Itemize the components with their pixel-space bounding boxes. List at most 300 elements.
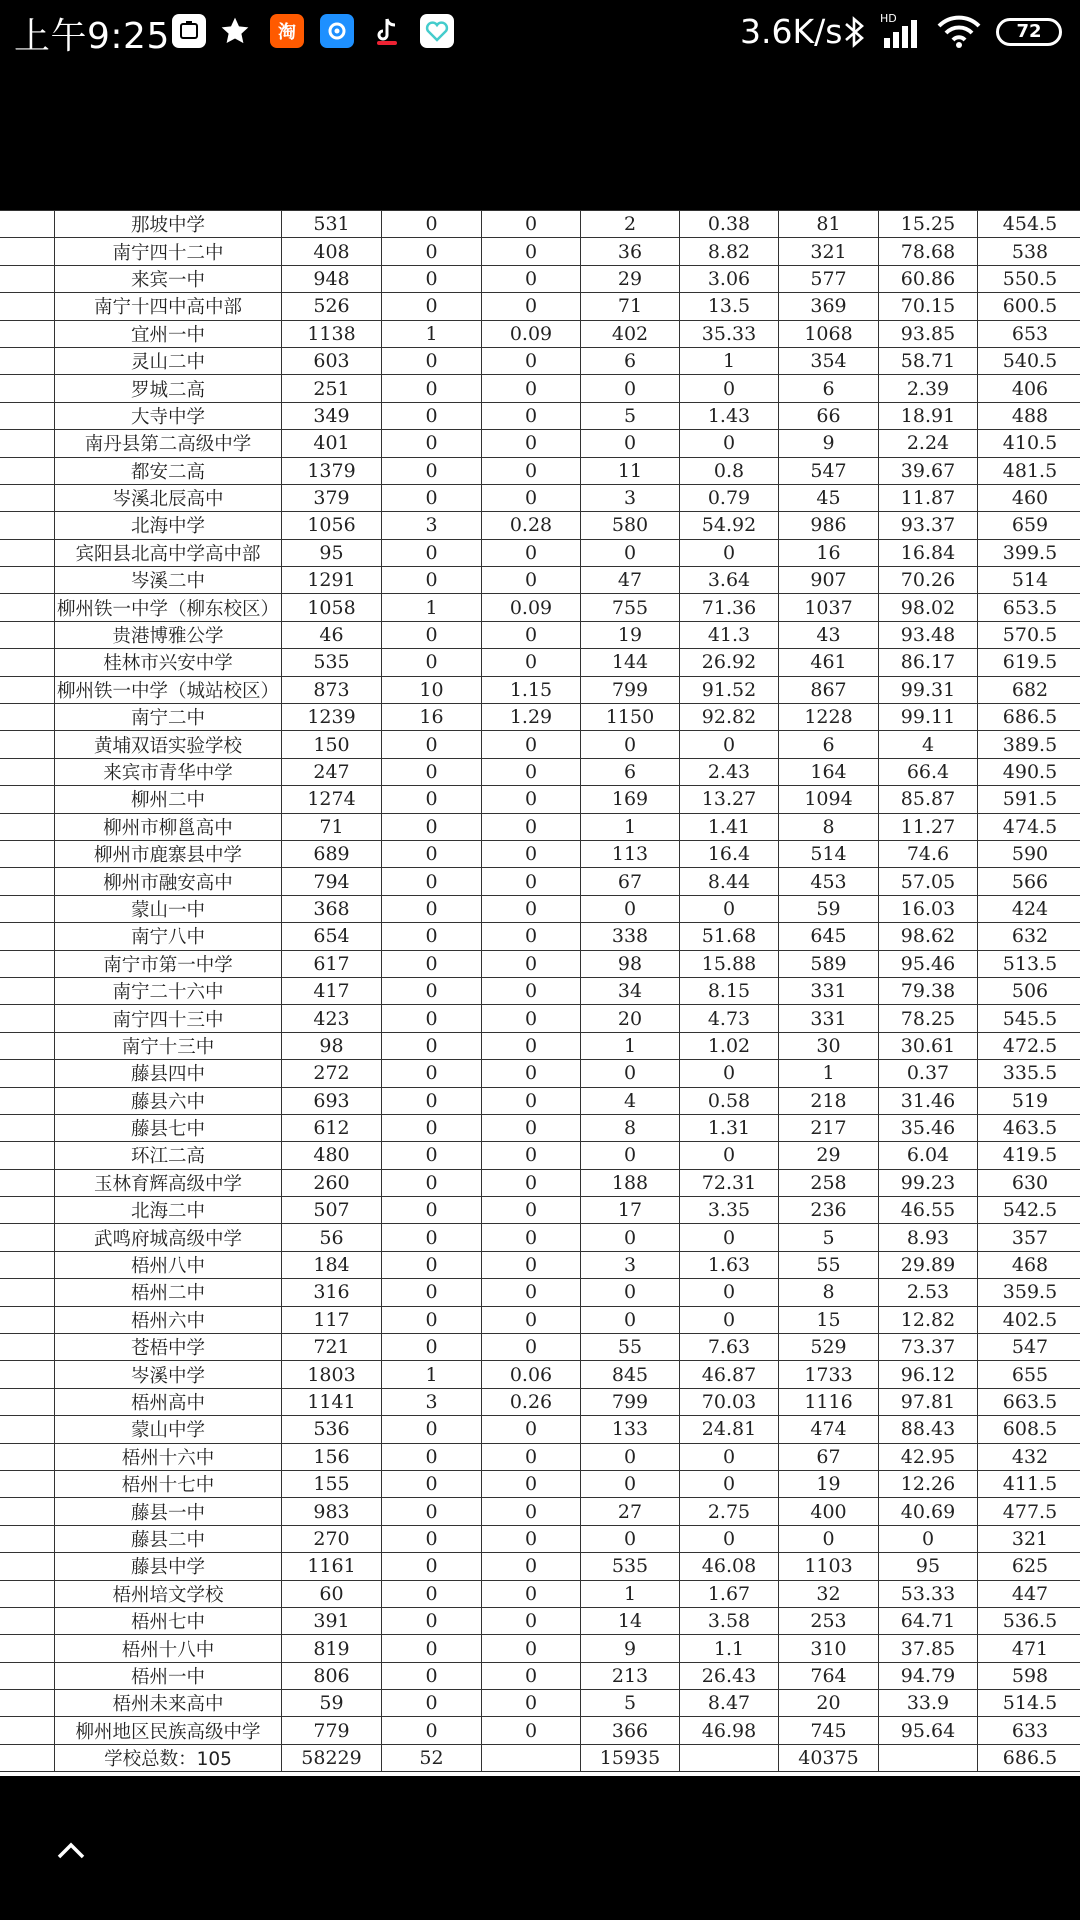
value-cell: 514 <box>779 840 879 867</box>
school-name-cell: 北海中学 <box>55 512 282 539</box>
value-cell: 0 <box>482 977 581 1004</box>
value-cell: 10 <box>382 676 482 703</box>
value-cell: 468 <box>978 1251 1080 1278</box>
value-cell: 54.92 <box>680 512 779 539</box>
value-cell: 0 <box>382 1717 482 1744</box>
school-score-table <box>0 210 1080 1772</box>
value-cell: 0 <box>382 1690 482 1717</box>
value-cell: 2.53 <box>879 1279 978 1306</box>
value-cell: 0 <box>482 238 581 265</box>
value-cell: 359.5 <box>978 1279 1080 1306</box>
value-cell: 0 <box>482 567 581 594</box>
value-cell: 755 <box>581 594 680 621</box>
value-cell: 310 <box>779 1635 879 1662</box>
value-cell: 663.5 <box>978 1388 1080 1415</box>
school-name-cell: 南宁四十二中 <box>55 238 282 265</box>
value-cell: 0 <box>382 402 482 429</box>
value-cell: 12.26 <box>879 1470 978 1497</box>
value-cell: 424 <box>978 895 1080 922</box>
value-cell: 36 <box>581 238 680 265</box>
value-cell: 745 <box>779 1717 879 1744</box>
value-cell: 3.58 <box>680 1607 779 1634</box>
value-cell: 58.71 <box>879 347 978 374</box>
value-cell: 411.5 <box>978 1470 1080 1497</box>
value-cell: 630 <box>978 1169 1080 1196</box>
table-row <box>0 430 1080 457</box>
value-cell: 272 <box>282 1060 382 1087</box>
value-cell: 779 <box>282 1717 382 1744</box>
value-cell: 474 <box>779 1416 879 1443</box>
bluetooth-icon <box>842 14 866 54</box>
row-index-cell <box>0 539 55 566</box>
value-cell: 0 <box>382 1142 482 1169</box>
table-row <box>0 895 1080 922</box>
value-cell: 51.68 <box>680 923 779 950</box>
value-cell: 0 <box>382 1279 482 1306</box>
row-index-cell <box>0 1525 55 1552</box>
table-total-row <box>0 1744 1080 1771</box>
value-cell: 188 <box>581 1169 680 1196</box>
value-cell: 402.5 <box>978 1306 1080 1333</box>
value-cell: 0 <box>482 1087 581 1114</box>
value-cell: 0 <box>482 265 581 292</box>
school-name-cell: 梧州十八中 <box>55 1635 282 1662</box>
school-name-cell: 来宾市青华中学 <box>55 758 282 785</box>
value-cell: 8 <box>779 813 879 840</box>
value-cell: 39.67 <box>879 457 978 484</box>
value-cell: 3 <box>382 512 482 539</box>
table-row <box>0 238 1080 265</box>
value-cell: 0 <box>382 1224 482 1251</box>
row-index-cell <box>0 1717 55 1744</box>
value-cell: 79.38 <box>879 977 978 1004</box>
row-index-cell <box>0 594 55 621</box>
value-cell: 6 <box>779 731 879 758</box>
school-name-cell: 梧州八中 <box>55 1251 282 1278</box>
value-cell: 632 <box>978 923 1080 950</box>
value-cell: 1 <box>581 1580 680 1607</box>
table-row <box>0 1525 1080 1552</box>
value-cell: 1138 <box>282 320 382 347</box>
value-cell: 0.26 <box>482 1388 581 1415</box>
value-cell: 46.55 <box>879 1197 978 1224</box>
value-cell: 5 <box>581 402 680 429</box>
value-cell: 0 <box>382 265 482 292</box>
row-index-cell <box>0 1470 55 1497</box>
value-cell: 33.9 <box>879 1690 978 1717</box>
value-cell: 0.58 <box>680 1087 779 1114</box>
value-cell: 7.63 <box>680 1334 779 1361</box>
row-index-cell <box>0 950 55 977</box>
value-cell: 379 <box>282 484 382 511</box>
value-cell: 98 <box>581 950 680 977</box>
value-cell: 113 <box>581 840 680 867</box>
value-cell: 653.5 <box>978 594 1080 621</box>
value-cell: 0 <box>581 895 680 922</box>
star-app-icon <box>218 14 252 48</box>
value-cell: 60.86 <box>879 265 978 292</box>
signal-icon <box>878 12 924 56</box>
school-name-cell: 蒙山中学 <box>55 1416 282 1443</box>
table-row <box>0 1470 1080 1497</box>
value-cell: 0 <box>482 1334 581 1361</box>
chevron-up-icon[interactable] <box>46 1830 96 1870</box>
row-index-cell <box>0 704 55 731</box>
table-row <box>0 567 1080 594</box>
table-row <box>0 1114 1080 1141</box>
table-row <box>0 813 1080 840</box>
value-cell: 0 <box>482 1553 581 1580</box>
school-name-cell: 桂林市兴安中学 <box>55 649 282 676</box>
value-cell: 1 <box>382 1361 482 1388</box>
value-cell: 20 <box>581 1005 680 1032</box>
value-cell: 0 <box>581 539 680 566</box>
school-name-cell: 梧州二中 <box>55 1279 282 1306</box>
value-cell: 16.03 <box>879 895 978 922</box>
value-cell: 95.64 <box>879 1717 978 1744</box>
value-cell: 0 <box>581 375 680 402</box>
value-cell: 454.5 <box>978 211 1080 238</box>
value-cell: 0 <box>482 1197 581 1224</box>
value-cell: 78.25 <box>879 1005 978 1032</box>
value-cell: 99.11 <box>879 704 978 731</box>
value-cell: 169 <box>581 786 680 813</box>
value-cell: 0 <box>382 1662 482 1689</box>
value-cell: 0 <box>482 1607 581 1634</box>
value-cell: 0 <box>482 1114 581 1141</box>
value-cell: 0 <box>382 1087 482 1114</box>
value-cell: 1239 <box>282 704 382 731</box>
value-cell: 0.09 <box>482 320 581 347</box>
value-cell: 453 <box>779 868 879 895</box>
value-cell: 88.43 <box>879 1416 978 1443</box>
row-index-cell <box>0 649 55 676</box>
mi-app-icon <box>172 14 206 48</box>
value-cell: 8.15 <box>680 977 779 1004</box>
value-cell: 66.4 <box>879 758 978 785</box>
value-cell: 488 <box>978 402 1080 429</box>
value-cell: 0 <box>680 1306 779 1333</box>
value-cell: 30 <box>779 1032 879 1059</box>
value-cell: 526 <box>282 293 382 320</box>
value-cell: 156 <box>282 1443 382 1470</box>
value-cell: 0 <box>382 1635 482 1662</box>
value-cell: 3.64 <box>680 567 779 594</box>
value-cell: 43 <box>779 621 879 648</box>
value-cell: 368 <box>282 895 382 922</box>
value-cell: 9 <box>581 1635 680 1662</box>
value-cell: 85.87 <box>879 786 978 813</box>
row-index-cell <box>0 1334 55 1361</box>
value-cell: 31.46 <box>879 1087 978 1114</box>
school-name-cell: 梧州六中 <box>55 1306 282 1333</box>
value-cell: 535 <box>581 1553 680 1580</box>
value-cell: 40375 <box>779 1744 879 1771</box>
table-row <box>0 676 1080 703</box>
table-row <box>0 1498 1080 1525</box>
row-index-cell <box>0 1361 55 1388</box>
value-cell: 1 <box>382 594 482 621</box>
value-cell: 3 <box>581 1251 680 1278</box>
table-row <box>0 1334 1080 1361</box>
school-name-cell: 贵港博雅公学 <box>55 621 282 648</box>
value-cell: 580 <box>581 512 680 539</box>
value-cell: 460 <box>978 484 1080 511</box>
value-cell: 2.24 <box>879 430 978 457</box>
table-row <box>0 923 1080 950</box>
value-cell: 66 <box>779 402 879 429</box>
value-cell: 0 <box>482 1005 581 1032</box>
school-name-cell: 梧州一中 <box>55 1662 282 1689</box>
value-cell: 59 <box>779 895 879 922</box>
table-row <box>0 977 1080 1004</box>
value-cell: 461 <box>779 649 879 676</box>
row-index-cell <box>0 1251 55 1278</box>
value-cell: 540.5 <box>978 347 1080 374</box>
value-cell: 0 <box>382 895 482 922</box>
value-cell: 37.85 <box>879 1635 978 1662</box>
value-cell: 60 <box>282 1580 382 1607</box>
value-cell: 1.02 <box>680 1032 779 1059</box>
table-row <box>0 1553 1080 1580</box>
health-app-icon <box>420 14 454 48</box>
value-cell: 0 <box>382 1443 482 1470</box>
value-cell: 164 <box>779 758 879 785</box>
value-cell <box>482 1744 581 1771</box>
value-cell: 236 <box>779 1197 879 1224</box>
value-cell: 270 <box>282 1525 382 1552</box>
value-cell: 1379 <box>282 457 382 484</box>
value-cell: 8.44 <box>680 868 779 895</box>
school-name-cell: 柳州市融安高中 <box>55 868 282 895</box>
value-cell: 97.81 <box>879 1388 978 1415</box>
table-row <box>0 1142 1080 1169</box>
row-index-cell <box>0 238 55 265</box>
value-cell: 0 <box>680 539 779 566</box>
row-index-cell <box>0 347 55 374</box>
value-cell: 73.37 <box>879 1334 978 1361</box>
value-cell: 56 <box>282 1224 382 1251</box>
value-cell: 0 <box>382 1306 482 1333</box>
row-index-cell <box>0 1580 55 1607</box>
school-name-cell: 南宁四十三中 <box>55 1005 282 1032</box>
row-index-cell <box>0 265 55 292</box>
value-cell: 0 <box>482 840 581 867</box>
value-cell: 686.5 <box>978 704 1080 731</box>
wifi-icon <box>936 14 982 54</box>
value-cell: 0 <box>482 293 581 320</box>
value-cell: 1094 <box>779 786 879 813</box>
value-cell: 11.87 <box>879 484 978 511</box>
school-name-cell: 梧州培文学校 <box>55 1580 282 1607</box>
value-cell: 0.09 <box>482 594 581 621</box>
table-row <box>0 1416 1080 1443</box>
value-cell: 20 <box>779 1690 879 1717</box>
value-cell: 8 <box>581 1114 680 1141</box>
status-time: 上午9:25 <box>14 16 170 57</box>
table-row <box>0 293 1080 320</box>
value-cell: 0 <box>382 649 482 676</box>
row-index-cell <box>0 731 55 758</box>
value-cell: 0 <box>382 1114 482 1141</box>
table-row <box>0 512 1080 539</box>
value-cell: 591.5 <box>978 786 1080 813</box>
school-name-cell: 柳州铁一中学（城站校区） <box>55 676 282 703</box>
value-cell: 547 <box>978 1334 1080 1361</box>
table-row <box>0 1251 1080 1278</box>
value-cell: 545.5 <box>978 1005 1080 1032</box>
value-cell: 59 <box>282 1690 382 1717</box>
value-cell: 64.71 <box>879 1607 978 1634</box>
value-cell: 0 <box>482 649 581 676</box>
taobao-icon: 淘 <box>270 14 304 48</box>
value-cell: 402 <box>581 320 680 347</box>
value-cell: 331 <box>779 1005 879 1032</box>
value-cell: 873 <box>282 676 382 703</box>
value-cell: 11.27 <box>879 813 978 840</box>
value-cell: 0 <box>382 567 482 594</box>
value-cell: 0 <box>382 758 482 785</box>
value-cell: 0 <box>680 1142 779 1169</box>
value-cell: 58229 <box>282 1744 382 1771</box>
school-name-cell: 学校总数：105 <box>55 1744 282 1771</box>
value-cell: 653 <box>978 320 1080 347</box>
school-name-cell: 南宁二十六中 <box>55 977 282 1004</box>
value-cell: 331 <box>779 977 879 1004</box>
value-cell: 71 <box>581 293 680 320</box>
value-cell: 794 <box>282 868 382 895</box>
table-row <box>0 731 1080 758</box>
value-cell: 2.75 <box>680 1498 779 1525</box>
value-cell: 0 <box>382 1169 482 1196</box>
value-cell: 0 <box>382 293 482 320</box>
table-row <box>0 594 1080 621</box>
value-cell: 986 <box>779 512 879 539</box>
value-cell: 0 <box>581 731 680 758</box>
value-cell: 26.92 <box>680 649 779 676</box>
table-row <box>0 1662 1080 1689</box>
value-cell: 625 <box>978 1553 1080 1580</box>
value-cell: 0 <box>482 868 581 895</box>
value-cell: 0 <box>581 1443 680 1470</box>
row-index-cell <box>0 402 55 429</box>
value-cell: 6 <box>581 347 680 374</box>
value-cell: 30.61 <box>879 1032 978 1059</box>
value-cell: 321 <box>779 238 879 265</box>
value-cell: 47 <box>581 567 680 594</box>
value-cell: 471 <box>978 1635 1080 1662</box>
value-cell: 72.31 <box>680 1169 779 1196</box>
table-row <box>0 484 1080 511</box>
value-cell: 547 <box>779 457 879 484</box>
value-cell: 0 <box>680 1443 779 1470</box>
value-cell: 410.5 <box>978 430 1080 457</box>
value-cell: 867 <box>779 676 879 703</box>
value-cell: 1 <box>680 347 779 374</box>
value-cell: 8.47 <box>680 1690 779 1717</box>
table-row <box>0 265 1080 292</box>
table-row <box>0 402 1080 429</box>
value-cell: 213 <box>581 1662 680 1689</box>
school-name-cell: 南丹县第二高级中学 <box>55 430 282 457</box>
value-cell: 401 <box>282 430 382 457</box>
value-cell: 78.68 <box>879 238 978 265</box>
table-row <box>0 320 1080 347</box>
value-cell: 13.27 <box>680 786 779 813</box>
table-row <box>0 621 1080 648</box>
value-cell: 0 <box>482 950 581 977</box>
value-cell: 0 <box>581 1224 680 1251</box>
table-row <box>0 1361 1080 1388</box>
school-name-cell: 苍梧中学 <box>55 1334 282 1361</box>
value-cell: 0 <box>382 430 482 457</box>
value-cell: 357 <box>978 1224 1080 1251</box>
value-cell: 0 <box>779 1525 879 1552</box>
document-view[interactable] <box>0 210 1080 1776</box>
value-cell: 0 <box>482 1525 581 1552</box>
school-name-cell: 藤县一中 <box>55 1498 282 1525</box>
school-name-cell: 岑溪二中 <box>55 567 282 594</box>
value-cell: 0 <box>581 1142 680 1169</box>
tiktok-icon <box>370 14 404 48</box>
value-cell: 590 <box>978 840 1080 867</box>
value-cell: 0 <box>680 375 779 402</box>
value-cell: 0 <box>382 868 482 895</box>
value-cell: 247 <box>282 758 382 785</box>
value-cell: 0 <box>482 786 581 813</box>
value-cell: 6 <box>779 375 879 402</box>
value-cell: 600.5 <box>978 293 1080 320</box>
value-cell: 3 <box>382 1388 482 1415</box>
value-cell: 0 <box>680 731 779 758</box>
value-cell: 1150 <box>581 704 680 731</box>
school-name-cell: 玉林育辉高级中学 <box>55 1169 282 1196</box>
value-cell: 8.82 <box>680 238 779 265</box>
school-name-cell: 柳州地区民族高级中学 <box>55 1717 282 1744</box>
value-cell: 251 <box>282 375 382 402</box>
school-name-cell: 藤县中学 <box>55 1553 282 1580</box>
school-name-cell: 罗城二高 <box>55 375 282 402</box>
value-cell: 53.33 <box>879 1580 978 1607</box>
value-cell: 15.88 <box>680 950 779 977</box>
value-cell: 67 <box>779 1443 879 1470</box>
value-cell: 4 <box>581 1087 680 1114</box>
value-cell: 480 <box>282 1142 382 1169</box>
value-cell: 35.33 <box>680 320 779 347</box>
value-cell: 799 <box>581 676 680 703</box>
value-cell: 67 <box>581 868 680 895</box>
value-cell: 71 <box>282 813 382 840</box>
row-index-cell <box>0 1032 55 1059</box>
value-cell: 907 <box>779 567 879 594</box>
row-index-cell <box>0 895 55 922</box>
school-name-cell: 柳州市鹿寨县中学 <box>55 840 282 867</box>
value-cell: 16.84 <box>879 539 978 566</box>
school-name-cell: 柳州市柳邕高中 <box>55 813 282 840</box>
value-cell: 721 <box>282 1334 382 1361</box>
value-cell: 3.06 <box>680 265 779 292</box>
value-cell: 354 <box>779 347 879 374</box>
value-cell: 184 <box>282 1251 382 1278</box>
value-cell: 0 <box>382 1032 482 1059</box>
value-cell: 0 <box>482 1224 581 1251</box>
value-cell: 1.67 <box>680 1580 779 1607</box>
battery-indicator: 72 <box>996 18 1062 46</box>
value-cell: 19 <box>779 1470 879 1497</box>
value-cell: 55 <box>581 1334 680 1361</box>
value-cell: 16 <box>779 539 879 566</box>
table-row <box>0 1279 1080 1306</box>
